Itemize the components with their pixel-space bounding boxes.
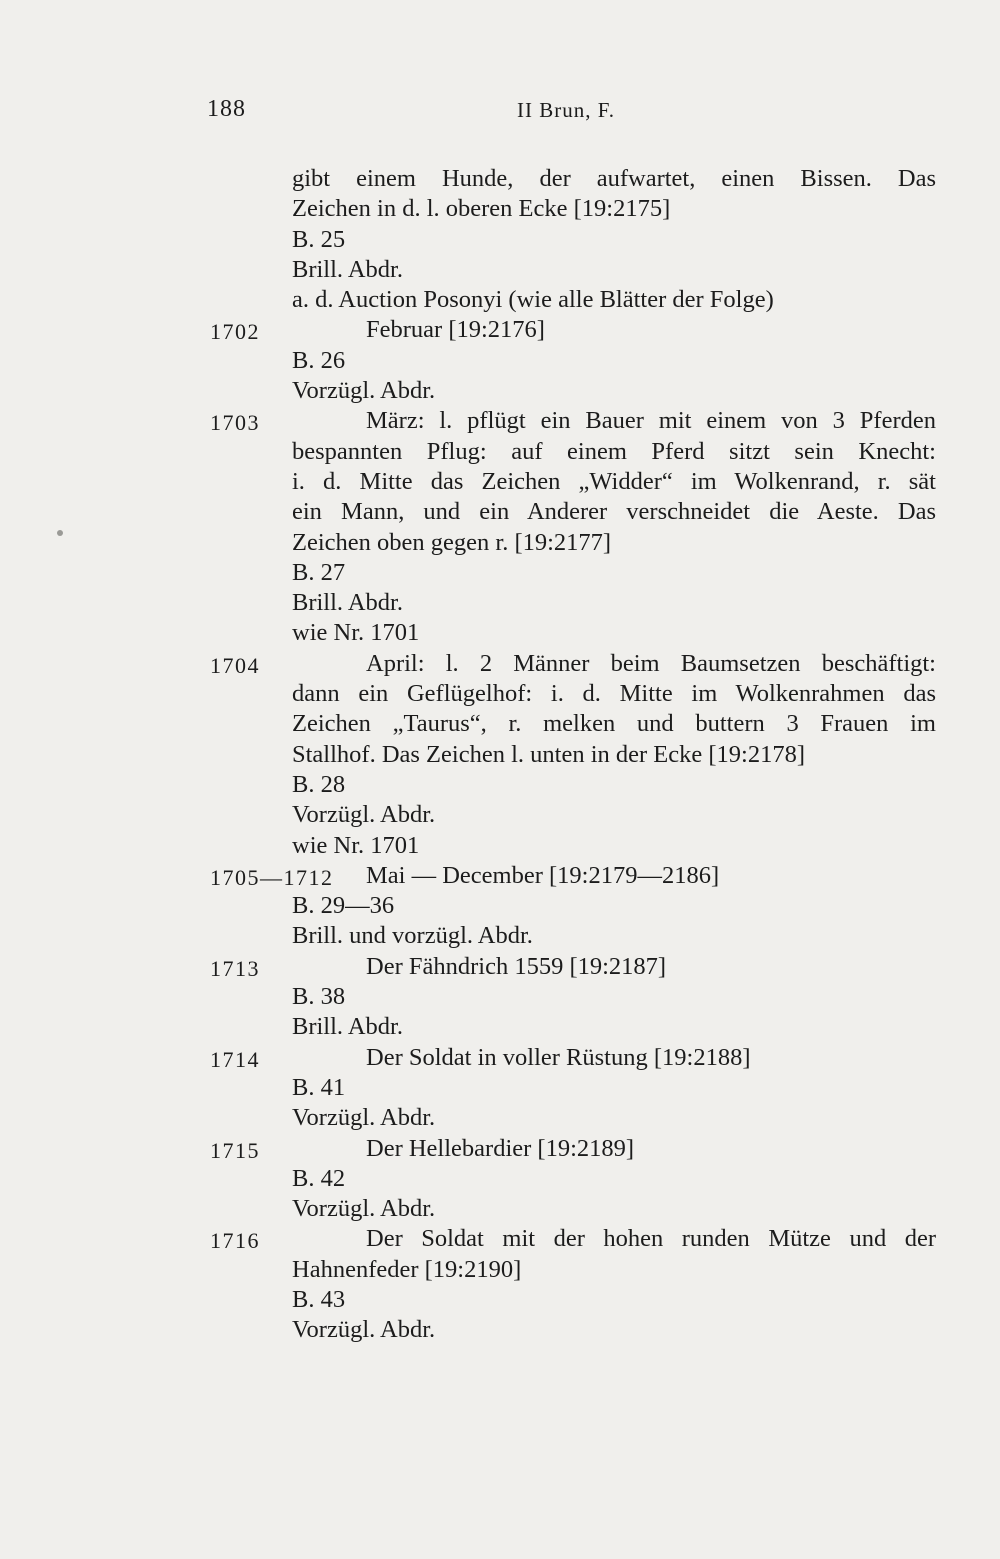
entry-description: ein Mann, und ein Anderer verschneidet die Aeste. Das <box>292 498 936 526</box>
impression-note: Brill. und vorzügl. Abdr. <box>292 922 533 950</box>
entry-description: Mai — December [19:2179—2186] <box>366 861 720 889</box>
text-line <box>0 376 1000 406</box>
text-line <box>0 285 1000 315</box>
text-line <box>0 1134 1000 1164</box>
page-number: 188 <box>207 96 246 122</box>
text-line <box>0 800 1000 830</box>
text-line <box>0 831 1000 861</box>
text-line <box>0 861 1000 891</box>
text-line <box>0 1103 1000 1133</box>
text-line <box>0 1255 1000 1285</box>
impression-note: Vorzügl. Abdr. <box>292 1104 436 1132</box>
impression-note: Vorzügl. Abdr. <box>292 377 436 405</box>
impression-note: Vorzügl. Abdr. <box>292 1195 436 1223</box>
entry-description: März: l. pflügt ein Bauer mit einem von 3 Pferden <box>366 407 936 435</box>
entry-description: Der Fähndrich 1559 [19:2187] <box>366 952 667 980</box>
provenance-note: a. d. Auction Posonyi (wie alle Blätter der Folge) <box>292 286 774 314</box>
text-line <box>0 709 1000 739</box>
entry-description: April: l. 2 Männer beim Baumsetzen beschäftigt: <box>366 649 936 677</box>
text-line <box>0 1285 1000 1315</box>
catalog-number: 1703 <box>210 410 260 436</box>
entry-description: Der Soldat mit der hohen runden Mütze und der <box>366 1225 936 1253</box>
text-line <box>0 255 1000 285</box>
entry-description: Stallhof. Das Zeichen l. unten in der Ecke [19:2178] <box>292 740 805 768</box>
text-line <box>0 891 1000 921</box>
text-line <box>0 921 1000 951</box>
text-line <box>0 1012 1000 1042</box>
impression-note: Brill. Abdr. <box>292 1013 403 1041</box>
running-head <box>0 96 1000 126</box>
bartsch-reference: B. 38 <box>292 983 346 1011</box>
bartsch-reference: B. 28 <box>292 770 346 798</box>
text-line <box>0 164 1000 194</box>
entry-description: Februar [19:2176] <box>366 316 545 344</box>
bartsch-reference: B. 41 <box>292 1073 346 1101</box>
text-line <box>0 437 1000 467</box>
text-line <box>0 588 1000 618</box>
bartsch-reference: B. 43 <box>292 1285 346 1313</box>
text-line <box>0 497 1000 527</box>
bartsch-reference: B. 26 <box>292 346 346 374</box>
entry-description: dann ein Geflügelhof: i. d. Mitte im Wolkenrahmen das <box>292 680 936 708</box>
continuation-line: Zeichen in d. l. oberen Ecke [19:2175] <box>292 195 671 223</box>
text-line <box>0 770 1000 800</box>
text-line <box>0 1073 1000 1103</box>
text-line <box>0 1164 1000 1194</box>
entry-description: bespannten Pflug: auf einem Pferd sitzt sein Knecht: <box>292 437 936 465</box>
catalog-text <box>0 164 1000 1346</box>
text-line <box>0 740 1000 770</box>
running-title: II Brun, F. <box>517 98 615 122</box>
entry-description: i. d. Mitte das Zeichen „Widder“ im Wolkenrand, r. sät <box>292 467 936 495</box>
catalog-number: 1714 <box>210 1046 260 1072</box>
entry-description: Der Soldat in voller Rüstung [19:2188] <box>366 1043 751 1071</box>
text-line <box>0 618 1000 648</box>
text-line <box>0 225 1000 255</box>
text-line <box>0 528 1000 558</box>
bartsch-reference: B. 27 <box>292 558 346 586</box>
bartsch-reference: B. 42 <box>292 1164 346 1192</box>
text-line <box>0 467 1000 497</box>
text-line <box>0 194 1000 224</box>
text-line <box>0 649 1000 679</box>
text-line <box>0 558 1000 588</box>
text-line <box>0 1043 1000 1073</box>
text-line <box>0 982 1000 1012</box>
text-line <box>0 952 1000 982</box>
catalog-number: 1716 <box>210 1228 260 1254</box>
entry-description: Zeichen oben gegen r. [19:2177] <box>292 528 612 556</box>
text-line <box>0 315 1000 345</box>
continuation-line: gibt einem Hunde, der aufwartet, einen Bissen. Das <box>292 165 936 192</box>
text-line <box>0 406 1000 436</box>
catalog-number: 1713 <box>210 955 260 981</box>
bartsch-reference: B. 29—36 <box>292 892 395 920</box>
impression-note: Brill. Abdr. <box>292 589 403 617</box>
text-line <box>0 1315 1000 1345</box>
bartsch-reference: B. 25 <box>292 225 346 253</box>
catalog-number: 1705—1712 <box>210 864 334 890</box>
impression-note: wie Nr. 1701 <box>292 831 420 859</box>
catalog-number: 1715 <box>210 1137 260 1163</box>
catalog-number: 1702 <box>210 319 260 345</box>
entry-description: Hahnenfeder [19:2190] <box>292 1255 522 1283</box>
impression-note: Vorzügl. Abdr. <box>292 801 436 829</box>
text-line <box>0 1224 1000 1254</box>
impression-quality: Brill. Abdr. <box>292 255 403 283</box>
catalog-number: 1704 <box>210 652 260 678</box>
entry-description: Zeichen „Taurus“, r. melken und buttern 3 Frauen im <box>292 710 936 738</box>
impression-note: Vorzügl. Abdr. <box>292 1316 436 1344</box>
impression-note: wie Nr. 1701 <box>292 619 420 647</box>
text-line <box>0 346 1000 376</box>
text-line <box>0 679 1000 709</box>
text-line <box>0 1194 1000 1224</box>
entry-description: Der Hellebardier [19:2189] <box>366 1134 635 1162</box>
